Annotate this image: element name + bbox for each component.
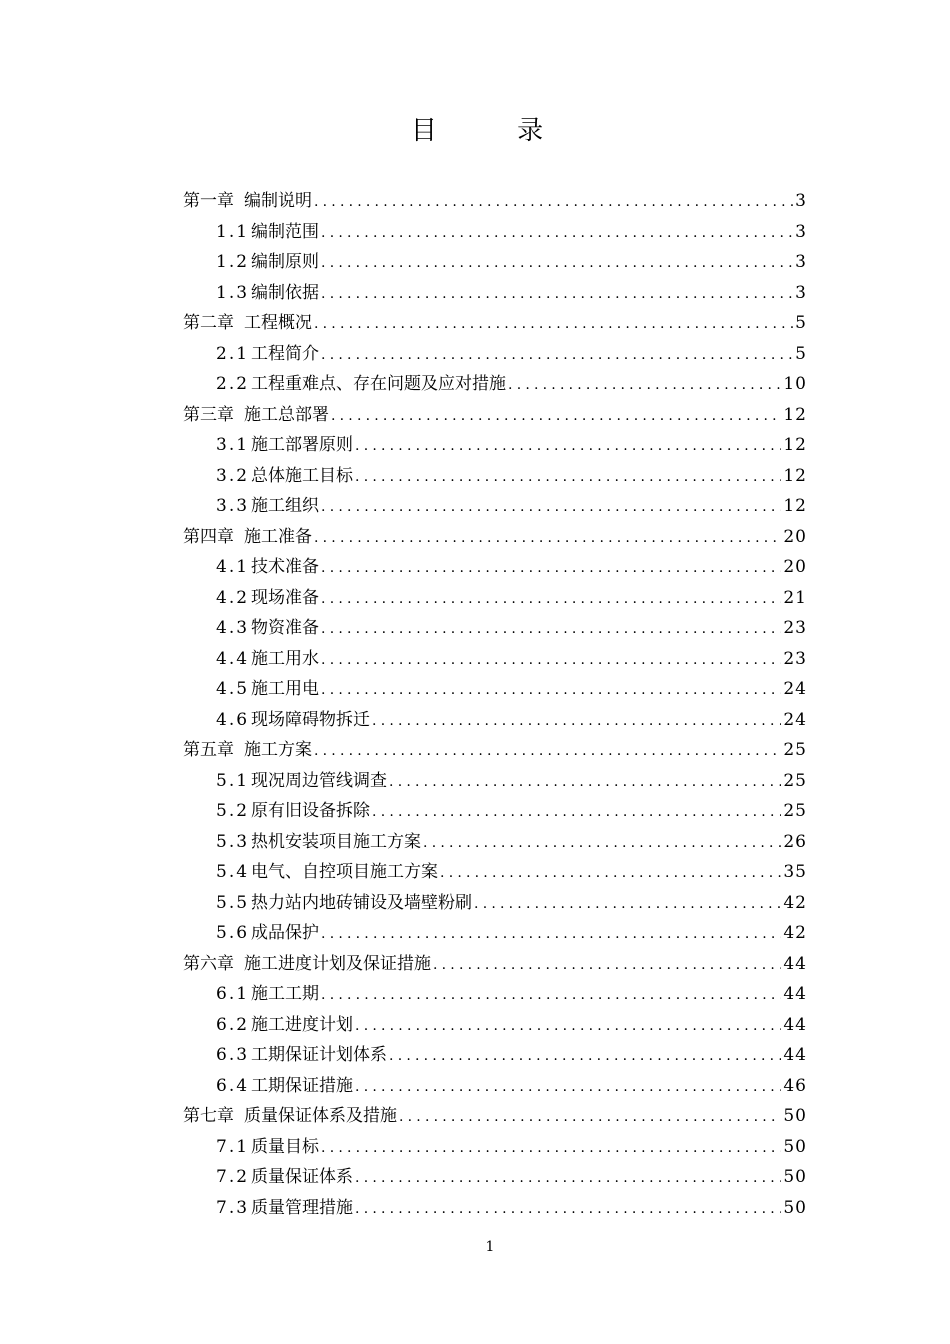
toc-section-entry[interactable] [183,827,807,858]
dot-leader [355,462,781,493]
toc-section-entry[interactable] [183,918,807,949]
toc-entry-page: 25 [783,740,807,760]
toc-entry-number: 1.2 [216,252,250,272]
toc-entry-number: 3.1 [216,435,250,455]
dot-leader [355,1011,781,1042]
toc-entry-page: 23 [783,618,807,638]
dot-leader [372,797,781,828]
toc-entry-number: 5.1 [216,770,250,791]
toc-section-entry[interactable] [183,552,807,583]
table-of-contents [183,186,807,1223]
toc-entry-number: 第七章 [183,1106,234,1126]
toc-entry-page: 23 [783,648,807,669]
dot-leader [314,309,793,340]
toc-entry-label: 施工方案 [244,740,312,760]
toc-entry-number: 6.1 [216,984,250,1004]
toc-entry-page: 12 [783,435,807,455]
toc-section-entry[interactable] [183,339,807,370]
dot-leader [321,218,793,249]
page-number-footer: 1 [485,1239,495,1255]
toc-section-entry[interactable] [183,369,807,400]
toc-entry-page: 3 [795,191,807,211]
toc-entry-page: 12 [783,496,807,516]
toc-section-entry[interactable] [183,644,807,675]
toc-entry-number: 6.3 [216,1045,250,1065]
dot-leader [355,1072,781,1103]
toc-section-entry[interactable] [183,796,807,827]
dot-leader [314,187,793,218]
toc-entry-page: 3 [795,221,807,242]
toc-entry-label: 热力站内地砖铺设及墙壁粉刷 [251,892,473,913]
dot-leader [321,492,781,523]
toc-chapter-entry[interactable] [183,949,807,980]
dot-leader [355,1163,781,1194]
toc-section-entry[interactable] [183,217,807,248]
toc-entry-number: 4.4 [216,648,250,669]
toc-entry-number: 3.3 [216,496,250,516]
toc-entry-label: 工期保证计划体系 [251,1045,388,1065]
toc-entry-page: 3 [795,282,807,303]
dot-leader [321,919,781,950]
toc-chapter-entry[interactable] [183,1101,807,1132]
toc-entry-label: 施工进度计划及保证措施 [244,953,431,974]
dot-leader [321,248,793,279]
toc-chapter-entry[interactable] [183,735,807,766]
toc-entry-number: 7.3 [216,1197,250,1218]
toc-section-entry[interactable] [183,766,807,797]
dot-leader [389,767,781,798]
dot-leader [321,553,781,584]
dot-leader [331,401,781,432]
dot-leader [321,614,781,645]
toc-entry-number: 4.3 [216,618,250,638]
toc-chapter-entry[interactable] [183,308,807,339]
toc-entry-number: 1.1 [216,221,250,242]
toc-entry-number: 7.2 [216,1167,250,1187]
dot-leader [474,889,781,920]
toc-entry-page: 21 [783,587,807,608]
toc-entry-number: 第二章 [183,313,234,333]
toc-entry-label: 编制范围 [251,221,320,242]
dot-leader [423,828,781,859]
toc-entry-label: 现况周边管线调查 [251,770,388,791]
toc-entry-label: 工程重难点、存在问题及应对措施 [251,374,507,394]
toc-entry-page: 46 [783,1075,807,1096]
toc-entry-number: 3.2 [216,465,250,486]
dot-leader [321,645,781,676]
toc-entry-label: 质量管理措施 [251,1197,354,1218]
toc-section-entry[interactable] [183,888,807,919]
toc-entry-page: 5 [795,313,807,333]
toc-section-entry[interactable] [183,674,807,705]
toc-section-entry[interactable] [183,613,807,644]
toc-entry-number: 7.1 [216,1136,250,1157]
toc-entry-label: 工期保证措施 [251,1075,354,1096]
toc-entry-page: 5 [795,343,807,364]
toc-section-entry[interactable] [183,430,807,461]
toc-section-entry[interactable] [183,1193,807,1224]
toc-entry-page: 25 [783,801,807,821]
toc-entry-number: 2.1 [216,343,250,364]
toc-entry-number: 4.1 [216,557,250,577]
toc-entry-page: 24 [783,709,807,730]
toc-entry-page: 12 [783,465,807,486]
toc-entry-label: 施工用电 [251,679,320,699]
toc-entry-label: 成品保护 [251,923,320,943]
toc-entry-page: 42 [783,923,807,943]
toc-entry-label: 施工总部署 [244,404,329,425]
toc-entry-number: 5.4 [216,862,250,882]
toc-entry-number: 1.3 [216,282,250,303]
toc-entry-label: 物资准备 [251,618,320,638]
dot-leader [355,431,781,462]
toc-section-entry[interactable] [183,1162,807,1193]
toc-entry-label: 技术准备 [251,557,320,577]
dot-leader [440,858,781,889]
dot-leader [321,584,781,615]
toc-entry-page: 44 [783,1045,807,1065]
toc-entry-label: 编制原则 [251,252,320,272]
toc-entry-number: 第六章 [183,953,234,974]
toc-entry-label: 现场障碍物拆迁 [251,709,371,730]
toc-entry-label: 施工用水 [251,648,320,669]
toc-entry-page: 26 [783,831,807,852]
toc-chapter-entry[interactable] [183,400,807,431]
toc-chapter-entry[interactable] [183,186,807,217]
toc-section-entry[interactable] [183,857,807,888]
dot-leader [314,736,781,767]
toc-entry-label: 施工准备 [244,526,312,547]
toc-entry-page: 42 [783,892,807,913]
toc-entry-number: 4.6 [216,709,250,730]
toc-entry-number: 6.4 [216,1075,250,1096]
toc-section-entry[interactable] [183,1040,807,1071]
toc-entry-label: 编制说明 [244,191,312,211]
toc-entry-label: 质量目标 [251,1136,320,1157]
toc-entry-number: 5.3 [216,831,250,852]
toc-entry-label: 施工工期 [251,984,320,1004]
dot-leader [314,523,781,554]
dot-leader [321,1133,781,1164]
toc-entry-label: 质量保证体系及措施 [244,1106,397,1126]
toc-entry-number: 2.2 [216,374,250,394]
toc-entry-number: 5.6 [216,923,250,943]
dot-leader [355,1194,781,1225]
toc-entry-number: 4.2 [216,587,250,608]
dot-leader [389,1041,781,1072]
dot-leader [433,950,781,981]
toc-entry-page: 10 [783,374,807,394]
toc-entry-page: 20 [783,526,807,547]
toc-entry-page: 50 [783,1106,807,1126]
toc-entry-number: 第五章 [183,740,234,760]
dot-leader [372,706,781,737]
toc-entry-page: 3 [795,252,807,272]
toc-section-entry[interactable] [183,1071,807,1102]
dot-leader [321,340,793,371]
dot-leader [508,370,781,401]
toc-section-entry[interactable] [183,583,807,614]
toc-section-entry[interactable] [183,979,807,1010]
toc-entry-label: 施工部署原则 [251,435,354,455]
toc-entry-number: 第四章 [183,526,234,547]
toc-chapter-entry[interactable] [183,522,807,553]
toc-section-entry[interactable] [183,1132,807,1163]
toc-section-entry[interactable] [183,461,807,492]
dot-leader [399,1102,781,1133]
toc-entry-number: 5.5 [216,892,250,913]
toc-entry-page: 44 [783,1014,807,1035]
toc-entry-label: 施工进度计划 [251,1014,354,1035]
toc-entry-page: 50 [783,1167,807,1187]
toc-entry-number: 5.2 [216,801,250,821]
toc-section-entry[interactable] [183,247,807,278]
toc-entry-label: 现场准备 [251,587,320,608]
toc-entry-page: 50 [783,1197,807,1218]
toc-entry-page: 25 [783,770,807,791]
toc-entry-page: 12 [783,404,807,425]
toc-entry-page: 50 [783,1136,807,1157]
dot-leader [321,279,793,310]
dot-leader [321,675,781,706]
dot-leader [321,980,781,1011]
toc-entry-label: 工程简介 [251,343,320,364]
toc-section-entry[interactable] [183,278,807,309]
toc-entry-label: 电气、自控项目施工方案 [251,862,439,882]
toc-entry-label: 原有旧设备拆除 [251,801,371,821]
toc-entry-number: 第三章 [183,404,234,425]
toc-section-entry[interactable] [183,705,807,736]
toc-entry-page: 44 [783,984,807,1004]
page-title: 目 录 [410,116,580,146]
toc-section-entry[interactable] [183,491,807,522]
toc-entry-number: 4.5 [216,679,250,699]
toc-entry-label: 施工组织 [251,496,320,516]
toc-section-entry[interactable] [183,1010,807,1041]
toc-entry-page: 20 [783,557,807,577]
toc-entry-number: 第一章 [183,191,234,211]
toc-entry-label: 总体施工目标 [251,465,354,486]
toc-entry-page: 44 [783,953,807,974]
toc-entry-page: 35 [783,862,807,882]
toc-entry-label: 编制依据 [251,282,320,303]
toc-entry-page: 24 [783,679,807,699]
toc-entry-number: 6.2 [216,1014,250,1035]
toc-entry-label: 质量保证体系 [251,1167,354,1187]
toc-entry-label: 工程概况 [244,313,312,333]
toc-entry-label: 热机安装项目施工方案 [251,831,422,852]
